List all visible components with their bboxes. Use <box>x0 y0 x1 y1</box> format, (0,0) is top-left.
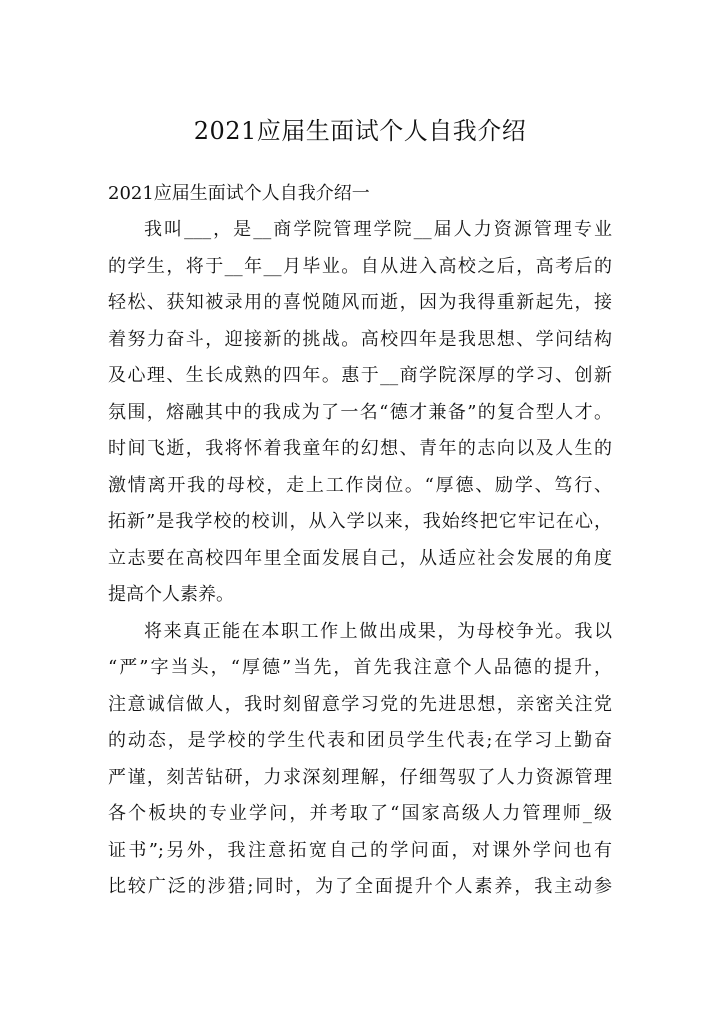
section-heading: 2021应届生面试个人自我介绍一 <box>108 183 370 204</box>
text-line: 氛围，熔融其中的我成为了一名“德才兼备”的复合型人才。 <box>108 402 612 423</box>
text-line: 着努力奋斗，迎接新的挑战。高校四年是我思想、学问结构 <box>108 329 612 350</box>
text-line: “严”字当头，“厚德”当先，首先我注意个人品德的提升， <box>108 657 612 678</box>
text-line: 及心理、生长成熟的四年。惠于__商学院深厚的学习、创新 <box>108 365 612 386</box>
text-line: 拓新”是我学校的校训，从入学以来，我始终把它牢记在心， <box>108 511 612 532</box>
text-line: 时间飞逝，我将怀着我童年的幻想、青年的志向以及人生的 <box>108 438 612 459</box>
text-line: 将来真正能在本职工作上做出成果，为母校争光。我以 <box>144 621 612 642</box>
text-line: 我叫___，是__商学院管理学院__届人力资源管理专业 <box>144 219 612 240</box>
text-line: 严谨，刻苦钻研，力求深刻理解，仔细驾驭了人力资源管理 <box>108 767 612 788</box>
text-line: 轻松、获知被录用的喜悦随风而逝，因为我得重新起先，接 <box>108 292 612 313</box>
text-line: 提高个人素养。 <box>108 584 234 605</box>
text-line: 比较广泛的涉猎;同时，为了全面提升个人素养，我主动参 <box>108 876 612 897</box>
document-title: 2021应届生面试个人自我介绍 <box>193 117 527 145</box>
text-line: 激情离开我的母校，走上工作岗位。“厚德、励学、笃行、 <box>108 475 612 496</box>
text-line: 的动态，是学校的学生代表和团员学生代表;在学习上勤奋 <box>108 730 612 751</box>
text-line: 证书”;另外，我注意拓宽自己的学问面，对课外学问也有 <box>108 840 612 861</box>
text-line: 注意诚信做人，我时刻留意学习党的先进思想，亲密关注党 <box>108 694 612 715</box>
text-line: 各个板块的专业学问，并考取了“国家高级人力管理师_级 <box>108 803 612 824</box>
text-line: 的学生，将于__年__月毕业。自从进入高校之后，高考后的 <box>108 256 612 277</box>
text-line: 立志要在高校四年里全面发展自己，从适应社会发展的角度 <box>108 548 612 569</box>
